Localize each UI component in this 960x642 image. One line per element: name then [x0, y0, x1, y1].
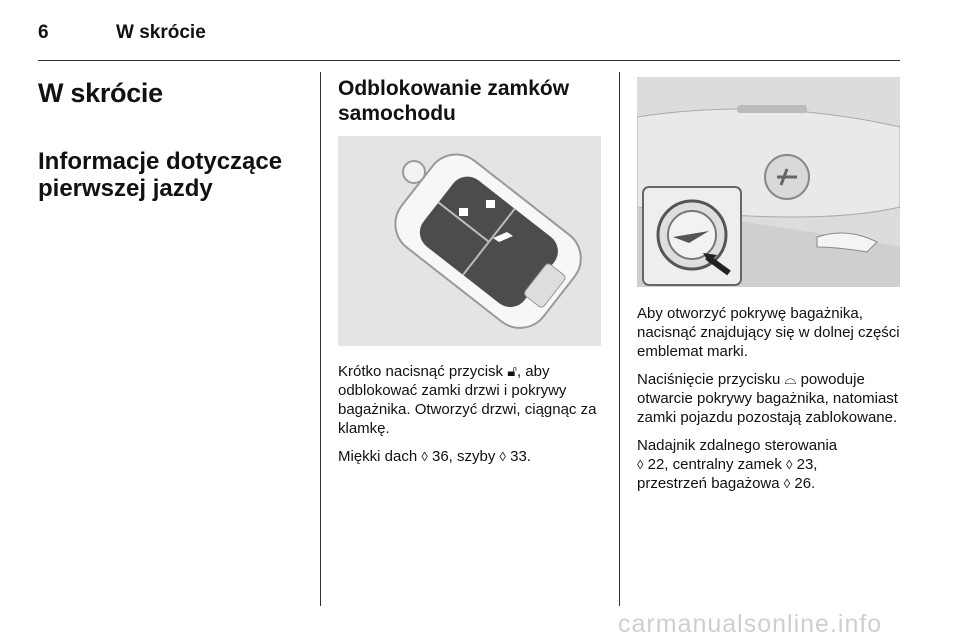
trunk-button-paragraph — [637, 370, 902, 427]
text-span: 22, centralny zamek — [643, 456, 787, 473]
reference-icon: ◊ — [637, 457, 644, 472]
text-span: 26. — [790, 475, 816, 492]
emblem-paragraph: Aby otworzyć pokrywę bagażnika, nacisnąć znajdujący się w dolnej części emblemat marki. — [637, 305, 900, 360]
text-span: powoduje otwarcie pokrywy bagażnika, natomiast zamki pojazdu pozostają zablokowane. — [637, 371, 898, 426]
unlock-icon: 🔓︎ — [507, 363, 517, 380]
tailgate-emblem-icon — [637, 77, 900, 287]
unlock-paragraph — [338, 362, 600, 438]
key-fob-icon — [338, 136, 601, 346]
text-span: Nadajnik zdalnego sterowania — [637, 437, 838, 454]
tailgate-illustration — [637, 77, 900, 287]
col3-body — [637, 304, 902, 502]
col2-body — [338, 362, 600, 475]
trunk-open-icon: ⌓ — [784, 371, 797, 388]
text-span: 23, — [792, 456, 818, 473]
text-span: Naciśnięcie przycisku — [637, 371, 785, 388]
section-subtitle: Informacje dotyczące pierwszej jazdy — [38, 148, 283, 202]
section-heading: Odblokowanie zamków samochodu — [338, 77, 570, 125]
watermark: carmanualsonline.info — [618, 610, 883, 638]
text-span: Miękki dach — [338, 448, 422, 465]
reference-icon: ◊ — [786, 457, 793, 472]
chapter-title: W skrócie — [38, 78, 163, 108]
header-rule — [38, 60, 900, 61]
key-fob-illustration — [338, 136, 601, 346]
reference-icon: ◊ — [421, 449, 428, 464]
text-span: , aby odblokować zamki drzwi i pokrywy bagażnika. Otworzyć drzwi, ciągnąc za klamkę. — [338, 363, 597, 437]
text-span: 33. — [505, 448, 531, 465]
reference-icon: ◊ — [783, 476, 791, 491]
text-span: 36, szyby — [427, 448, 500, 465]
column-divider-1 — [320, 72, 321, 606]
reference-icon: ◊ — [499, 449, 506, 464]
running-header: W skrócie — [116, 22, 206, 43]
references-paragraph — [637, 436, 902, 493]
text-span: przestrzeń bagażowa — [637, 475, 784, 492]
text-span: Krótko nacisnąć przycisk — [338, 363, 508, 380]
reference-paragraph — [338, 447, 600, 466]
column-divider-2 — [619, 72, 620, 606]
page-number: 6 — [38, 22, 49, 43]
